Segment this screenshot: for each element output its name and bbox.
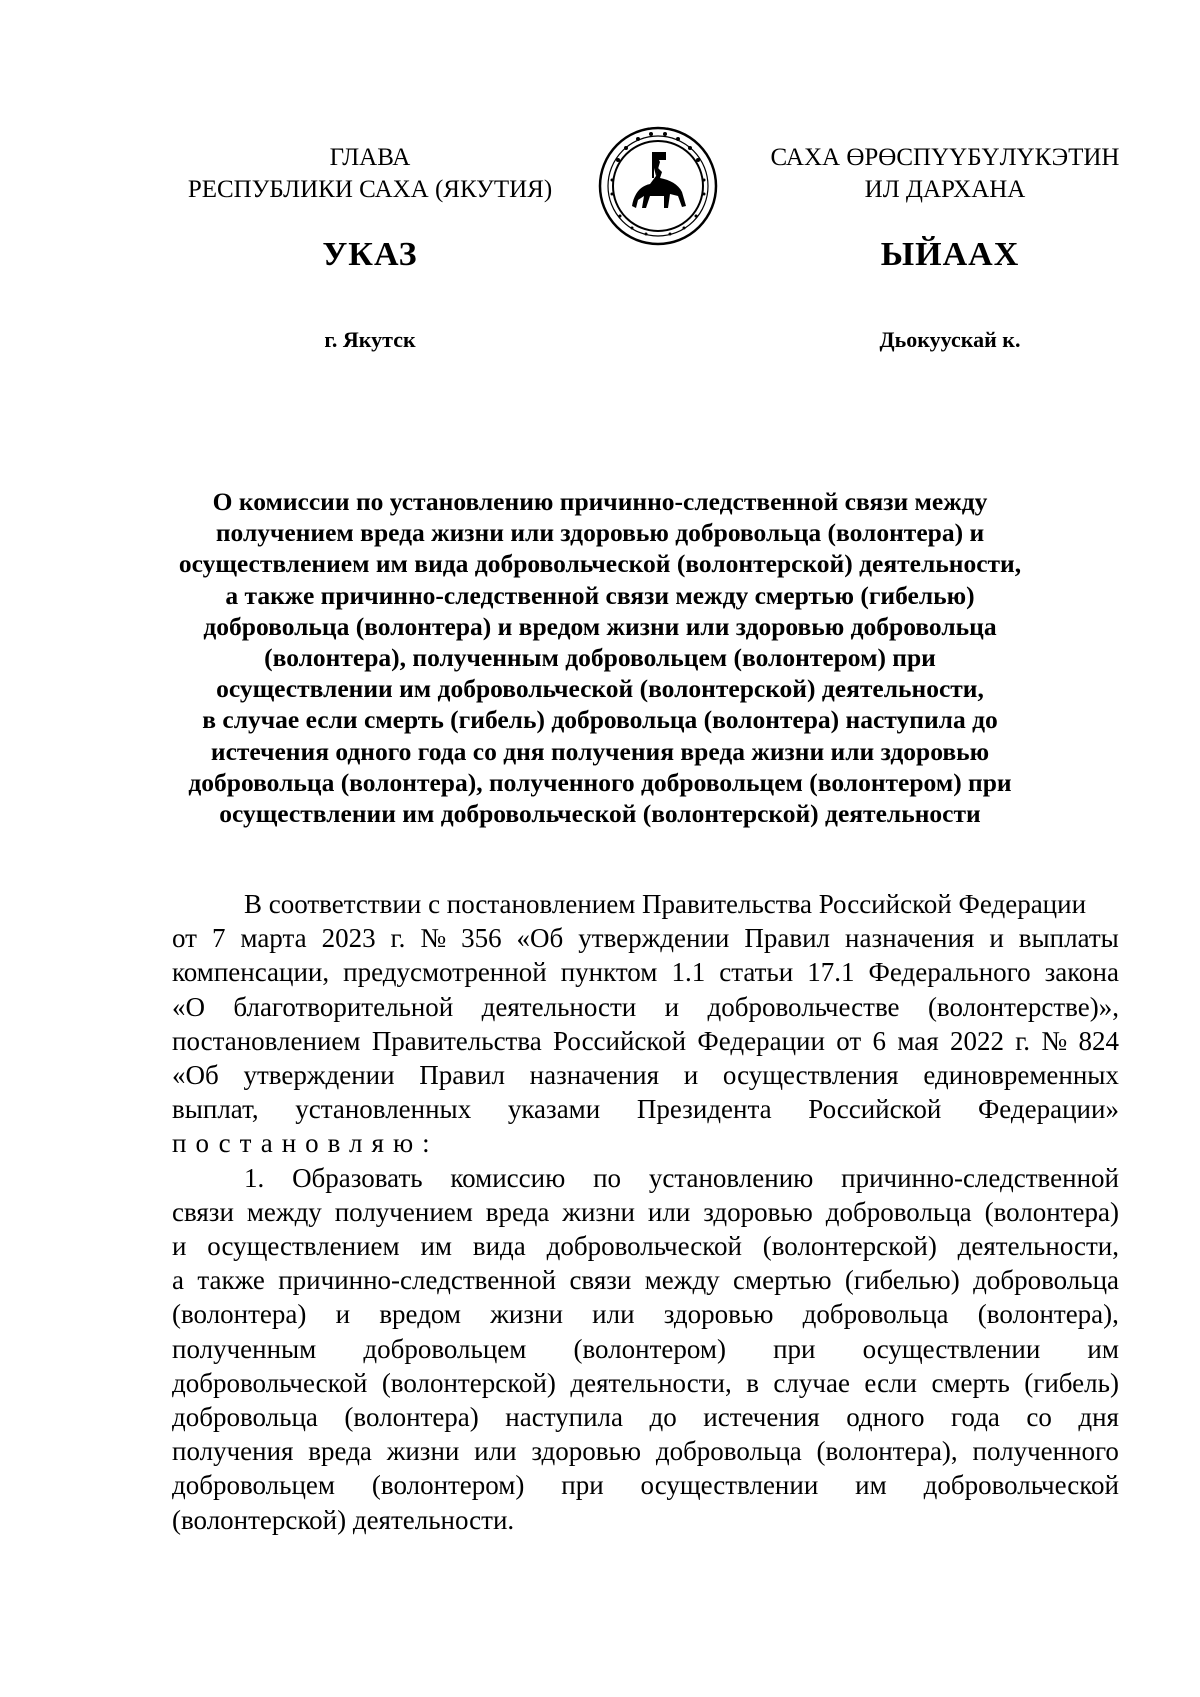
word: вида	[472, 1231, 526, 1262]
word: комиссию	[450, 1162, 566, 1193]
word: получением	[334, 1196, 473, 1227]
word: осуществления	[722, 1060, 899, 1091]
word: им	[855, 1470, 887, 1501]
word: единовременных	[923, 1060, 1119, 1091]
word: или	[474, 1436, 517, 1467]
word: вреда	[308, 1436, 372, 1467]
word: и	[335, 1299, 351, 1330]
body-line: В соответствии с постановлением Правительства Российской Федерации	[244, 889, 1087, 919]
coat-of-arms-icon	[596, 124, 720, 248]
body-line	[172, 1229, 1119, 1263]
word: добровольческой	[546, 1231, 742, 1262]
word: от	[836, 1025, 862, 1056]
word: (волонтера),	[977, 1299, 1119, 1330]
word: №	[1041, 1025, 1068, 1056]
word: жизни	[386, 1436, 460, 1467]
word: добровольца	[655, 1436, 802, 1467]
word: Правил	[744, 923, 831, 954]
item-1-paragraph	[172, 1161, 1119, 1537]
word: и	[172, 1231, 187, 1262]
decree-word: постановляю:	[172, 1128, 439, 1159]
word: Президента	[636, 1094, 772, 1125]
doc-type-right: ЫЙААХ	[880, 236, 1020, 273]
word: утверждении	[578, 923, 730, 954]
word: Федерации	[697, 1025, 825, 1056]
title-line: в случае если смерть (гибель) добровольца (волонтера) наступила до	[202, 705, 998, 735]
word: или	[647, 1196, 691, 1227]
word: здоровью	[663, 1299, 774, 1330]
word: (волонтера)	[172, 1299, 307, 1330]
word: добровольца	[973, 1265, 1119, 1296]
word: связи	[172, 1196, 234, 1227]
body-line	[172, 1092, 1119, 1126]
word: между	[246, 1196, 322, 1227]
word: №	[420, 923, 447, 954]
word: в	[746, 1367, 759, 1398]
word: пунктом	[560, 957, 658, 988]
body-line	[172, 1024, 1119, 1058]
word: между	[644, 1265, 720, 1296]
word: при	[561, 1470, 604, 1501]
word: добровольчестве	[707, 991, 900, 1022]
word: Российской	[808, 1094, 942, 1125]
word: связи	[569, 1265, 632, 1296]
title-line: (волонтера), полученным добровольцем (волонтером) при	[264, 643, 936, 673]
word: и	[683, 1060, 699, 1091]
word: назначения	[529, 1060, 660, 1091]
word: Российской	[553, 1025, 687, 1056]
body-line	[172, 1468, 1119, 1502]
word: 2022	[949, 1025, 1004, 1056]
body-line	[172, 1263, 1119, 1297]
word: причинно-следственной	[841, 1162, 1119, 1193]
header-right-line: ИЛ ДАРХАНА	[864, 176, 1026, 203]
word: года	[951, 1402, 1000, 1433]
word: от	[172, 923, 197, 954]
word: 824	[1078, 1025, 1119, 1056]
body-line	[172, 990, 1119, 1024]
word: выплат,	[172, 1094, 259, 1125]
word: назначения	[845, 923, 975, 954]
word: и	[989, 923, 1004, 954]
word: если	[864, 1367, 917, 1398]
word: добровольца	[172, 1402, 318, 1433]
title-line: добровольца (волонтера) и вредом жизни или здоровью добровольца	[203, 611, 997, 641]
word: дня	[1078, 1402, 1119, 1433]
word: (волонтерстве)»,	[927, 991, 1119, 1022]
word: причинно-следственной	[278, 1265, 557, 1296]
word: (волонтера)	[984, 1196, 1119, 1227]
title-line: О комиссии по установлению причинно-следственной связи между	[212, 487, 988, 516]
word: Образовать	[292, 1162, 423, 1193]
word: постановлением	[172, 1025, 361, 1056]
word: истечения	[703, 1402, 820, 1433]
word: статьи	[719, 957, 794, 988]
word: добровольца	[802, 1299, 949, 1330]
title-line: добровольца (волонтера), полученного добровольцем (волонтером) при	[188, 767, 1012, 797]
word: при	[773, 1333, 816, 1364]
title-line: осуществлением им вида добровольческой (волонтерской) деятельности,	[178, 549, 1022, 579]
word: одного	[846, 1402, 925, 1433]
word: осуществлении	[640, 1470, 819, 1501]
word: закона	[1044, 957, 1119, 988]
word: г.	[1015, 1025, 1031, 1056]
word: (волонтером)	[573, 1333, 726, 1364]
word: 7	[211, 923, 226, 954]
body-line	[172, 955, 1119, 989]
word: случае	[773, 1367, 850, 1398]
doc-type-left: УКАЗ	[322, 236, 418, 273]
word: здоровью	[703, 1196, 813, 1227]
word: добровольческой	[923, 1470, 1119, 1501]
decree-title	[150, 486, 1050, 829]
word: 17.1	[807, 957, 855, 988]
word: 1.	[244, 1162, 265, 1193]
word: деятельности	[481, 991, 637, 1022]
word: Правительства	[371, 1025, 542, 1056]
word: выплаты	[1018, 923, 1119, 954]
place-right: Дьокуускай к.	[879, 327, 1021, 352]
word: установленных	[295, 1094, 472, 1125]
body-line: (волонтерской) деятельности.	[172, 1504, 515, 1535]
word: «Об	[516, 923, 564, 954]
word: осуществлением	[207, 1231, 400, 1262]
word: деятельности,	[957, 1231, 1119, 1262]
word: «О	[172, 991, 205, 1022]
body-line	[172, 921, 1119, 955]
word: здоровью	[531, 1436, 642, 1467]
word: жизни	[562, 1196, 635, 1227]
word: 2023	[321, 923, 376, 954]
body-line	[172, 1366, 1119, 1400]
header-left-authority	[160, 142, 580, 206]
word: или	[592, 1299, 635, 1330]
word: (волонтера),	[816, 1436, 958, 1467]
word: (волонтера)	[344, 1402, 479, 1433]
word: им	[420, 1231, 453, 1262]
word: смертью	[733, 1265, 832, 1296]
word: указами	[507, 1094, 601, 1125]
body-line	[172, 1400, 1119, 1434]
preamble-paragraph	[172, 887, 1119, 1161]
body-line	[172, 1161, 1119, 1195]
word: утверждении	[243, 1060, 395, 1091]
word: полученным	[172, 1333, 317, 1364]
word: и	[664, 991, 680, 1022]
word: (гибель)	[1024, 1367, 1119, 1398]
decree-body	[172, 887, 1119, 1537]
word: добровольца	[825, 1196, 972, 1227]
word: Федерации»	[977, 1094, 1119, 1125]
word: получения	[172, 1436, 294, 1467]
word: мая	[897, 1025, 939, 1056]
word: (волонтером)	[371, 1470, 525, 1501]
word: добровольческой	[172, 1367, 368, 1398]
title-line: истечения одного года со дня получения вреда жизни или здоровью	[210, 736, 990, 766]
word: 1.1	[671, 957, 706, 988]
header-left-line: ГЛАВА	[329, 144, 411, 171]
word: «Об	[172, 1060, 219, 1091]
title-line: а также причинно-следственной связи между смертью (гибелью)	[225, 580, 975, 610]
body-line	[172, 1058, 1119, 1092]
word: (волонтерской)	[381, 1367, 556, 1398]
word: деятельности,	[570, 1367, 732, 1398]
word: установлению	[648, 1162, 814, 1193]
header-left-line: РЕСПУБЛИКИ САХА (ЯКУТИЯ)	[187, 176, 553, 203]
body-line	[172, 1195, 1119, 1229]
word: наступила	[505, 1402, 624, 1433]
word: смерть	[931, 1367, 1010, 1398]
word: Правил	[419, 1060, 505, 1091]
title-line: получением вреда жизни или здоровью добровольца (волонтера) и	[215, 518, 985, 548]
title-line: осуществлении им добровольческой (волонтерской) деятельности	[219, 799, 981, 829]
word: добровольцем	[363, 1333, 527, 1364]
word: благотворительной	[233, 991, 454, 1022]
title-line: осуществлении им добровольческой (волонтерской) деятельности,	[216, 674, 984, 704]
word: полученного	[972, 1436, 1119, 1467]
word: 6	[872, 1025, 887, 1056]
word: вреда	[485, 1196, 550, 1227]
body-line	[172, 1434, 1119, 1468]
header-right-authority	[740, 142, 1150, 206]
word: г.	[390, 923, 406, 954]
word: 356	[461, 923, 502, 954]
place-left: г. Якутск	[324, 327, 416, 352]
word: до	[649, 1402, 677, 1433]
word: предусмотренной	[343, 957, 547, 988]
word: со	[1026, 1402, 1052, 1433]
word: им	[1087, 1333, 1119, 1364]
word: также	[197, 1265, 265, 1296]
word: Федерального	[868, 957, 1031, 988]
word: (гибелью)	[844, 1265, 960, 1296]
word: марта	[240, 923, 307, 954]
word: по	[593, 1162, 622, 1193]
header-right-line: САХА ӨРӨСПҮҮБҮЛҮКЭТИН	[770, 144, 1120, 171]
word: жизни	[490, 1299, 563, 1330]
word: добровольцем	[172, 1470, 335, 1501]
body-line	[172, 1297, 1119, 1331]
word: вредом	[379, 1299, 461, 1330]
word: (волонтерской)	[762, 1231, 937, 1262]
word: а	[172, 1265, 184, 1296]
word: компенсации,	[172, 957, 330, 988]
word: осуществлении	[862, 1333, 1041, 1364]
body-line	[172, 1332, 1119, 1366]
